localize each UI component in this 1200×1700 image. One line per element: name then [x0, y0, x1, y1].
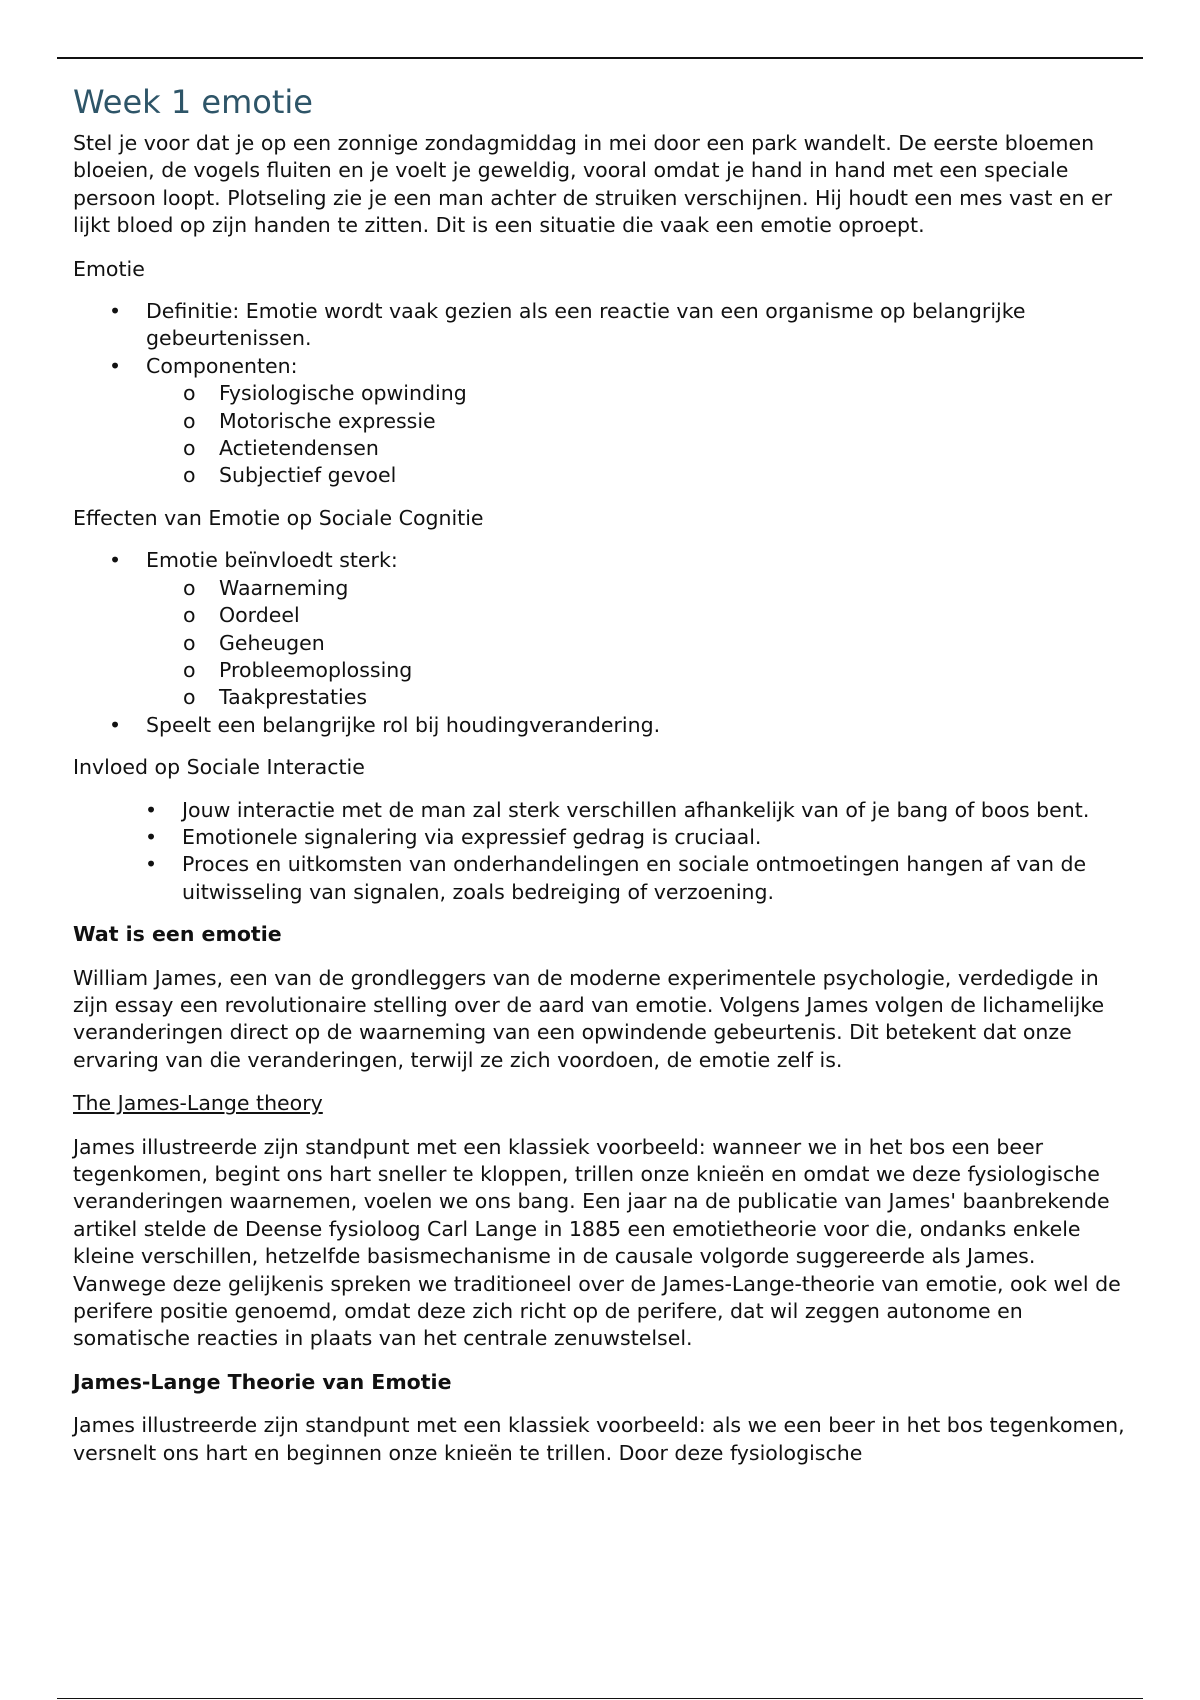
- sublist-item: o Oordeel: [146, 602, 1133, 629]
- emotie-heading: Emotie: [73, 256, 145, 281]
- sublist-item: o Actietendensen: [146, 435, 1133, 462]
- section-heading-james-lange-emotion: James-Lange Theorie van Emotie: [73, 1369, 452, 1394]
- sublist-item: o Motorische expressie: [146, 408, 1133, 435]
- effects-list: [73, 547, 1133, 739]
- interaction-heading: Invloed op Sociale Interactie: [73, 755, 365, 780]
- what-is-paragraph: William James, een van de grondleggers van de moderne experimentele psychologie, verdedigde in zijn essay een revolutionaire stelling over de aard van emotie. Volgens James volgen de lichamelijke veranderingen direct op de waarneming van een opwindende gebeurtenis. Dit betekent dat onze ervaring van die veranderingen, terwijl ze zich voordoen, de emotie zelf is.: [73, 965, 1105, 1072]
- header-rule: [57, 57, 1143, 59]
- list-item: • Proces en uitkomsten van onderhandelingen en sociale ontmoetingen hangen af van de uitwisseling van signalen, zoals bedreiging of verzoening.: [73, 851, 1133, 906]
- sublist-item: o Waarneming: [146, 575, 1133, 602]
- components-sublist: [146, 380, 1133, 490]
- list-item: [73, 353, 1133, 490]
- list-item: • Emotionele signalering via expressief gedrag is cruciaal.: [73, 824, 1133, 851]
- footer-rule: [57, 1698, 1143, 1699]
- list-item: • Definitie: Emotie wordt vaak gezien als een reactie van een organisme op belangrijke gebeurtenissen.: [73, 298, 1133, 353]
- sublist-item: o Taakprestaties: [146, 684, 1133, 711]
- section-heading-james-lange-theory: The James-Lange theory: [73, 1091, 323, 1116]
- sublist-item: o Probleemoplossing: [146, 657, 1133, 684]
- james-lange-theory-paragraph: James illustreerde zijn standpunt met een klassiek voorbeeld: wanneer we in het bos een beer tegenkomen, begint ons hart sneller te kloppen, trillen onze knieën en omdat we deze fysiologische veranderingen waarnemen, voelen we ons bang. Een jaar na de publicatie van James' baanbrekende artikel stelde de Deense fysioloog Carl Lange in 1885 een emotietheorie voor die, ondanks enkele kleine verschillen, hetzelfde basismechanisme in de causale volgorde suggereerde als James. Vanwege deze gelijkenis spreken we traditioneel over de James-Lange-theorie van emotie, ook wel de perifere positie genoemd, omdat deze zich richt op de perifere, dat wil zeggen autonome en somatische reacties in plaats van het centrale zenuwstelsel.: [73, 1134, 1121, 1351]
- influences-sublist: [146, 575, 1133, 712]
- sublist-item: o Fysiologische opwinding: [146, 380, 1133, 407]
- emotie-list: [73, 298, 1133, 490]
- list-item: • Speelt een belangrijke rol bij houdingverandering.: [73, 712, 1133, 739]
- sublist-item: o Subjectief gevoel: [146, 462, 1133, 489]
- james-lange-emotion-paragraph: James illustreerde zijn standpunt met een klassiek voorbeeld: als we een beer in het bos tegenkomen, versnelt ons hart en beginnen onze knieën te trillen. Door deze fysiologische: [73, 1413, 1125, 1465]
- list-item: [73, 547, 1133, 711]
- sublist-item: o Geheugen: [146, 630, 1133, 657]
- influence-label: Emotie beïnvloedt sterk:: [146, 548, 398, 573]
- page-title: Week 1 emotie: [73, 83, 313, 121]
- intro-paragraph: Stel je voor dat je op een zonnige zondagmiddag in mei door een park wandelt. De eerste bloemen bloeien, de vogels fluiten en je voelt je geweldig, vooral omdat je hand in hand met een speciale persoon loopt. Plotseling zie je een man achter de struiken verschijnen. Hij houdt een mes vast en er lijkt bloed op zijn handen te zitten. Dit is een situatie die vaak een emotie oproept.: [73, 131, 1113, 238]
- components-label: Componenten:: [146, 353, 298, 378]
- interaction-list: [73, 797, 1133, 907]
- document-page: [73, 82, 1133, 1483]
- section-heading-what-is: Wat is een emotie: [73, 922, 282, 947]
- list-item: • Jouw interactie met de man zal sterk verschillen afhankelijk van of je bang of boos bent.: [73, 797, 1133, 824]
- effects-heading: Effecten van Emotie op Sociale Cognitie: [73, 505, 484, 530]
